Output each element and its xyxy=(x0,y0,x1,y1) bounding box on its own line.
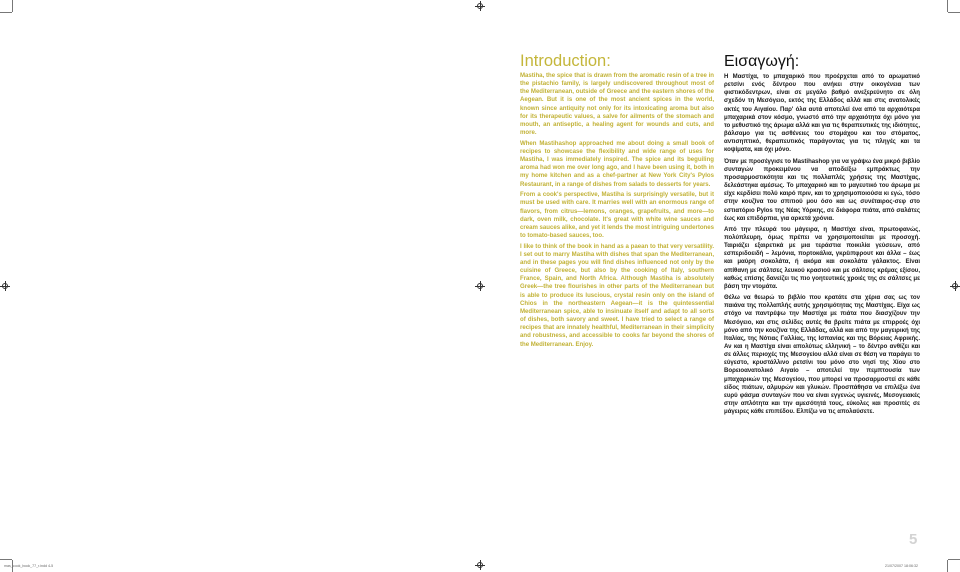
english-paragraph: Mastiha, the spice that is drawn from the aromatic resin of a tree in the pistachio family, is largely undiscovered throughout most of the Mediterranean, outside of Greece and the eastern shores of the Aegean. But it is one of the most ancient spices in the world, known since antiquity not only for its intoxicating aroma but also for its therapeutic values, a salve for ailments of the stomach and mouth, an antiseptic, a healing agent for wounds and cuts, and more. xyxy=(520,72,714,137)
registration-mark-bottom xyxy=(475,560,485,570)
greek-paragraph: Από την πλευρά του μάγειρα, η Μαστίχα είναι, πρωτοφανώς, πολύπλευρη, όμως πρέπει να χρησιμοποιείται με προσοχή. Ταιριάζει εξαιρετικά με μια τεράστια ποικιλία γεύσεων, από εσπεριδοειδή – λεμόνια, πορτοκάλια, γκρέιπφρουτ και άλλα – έως και μαύρη σοκολάτα, ή ακόμα και σοκολάτα γάλακτος. Είναι απίθανη με σάλτσες λευκού κρασιού και με σάλτσες κρέμας εξίσου, καθώς επίσης δανείζει τις πιο γοητευτικές χροιές της σε σάλτσες με βάση την ντομάτα. xyxy=(724,225,920,290)
registration-mark-top xyxy=(475,1,485,11)
greek-paragraph: Όταν με προσέγγισε το Mastihashop για να γράψω ένα μικρό βιβλίο συνταγών προκειμένου να αποδείξω εμπράκτως την προσαρμοστικότητα και τις πολλαπλές χρήσεις της Μαστίχας, δελεάστηκα αμέσως. Το μπαχαρικό και το μαγευτικό του άρωμα με είχε κερδίσει πολύ καιρό πριν, και το χρησιμοποιούσα κι εγώ, τόσο στην κουζίνα του σπιτιού μου όσο και ως συνέταιρος-σεφ στο εστιατόριο Pylos της Νέας Υόρκης, σε διάφορα πιάτα, από σαλάτες έως και επιδόρπια, για αρκετά χρόνια. xyxy=(724,157,920,222)
registration-mark-left xyxy=(0,281,10,291)
footer-file-slug: mas_cook_book_77_r.indd 4-5 xyxy=(4,564,54,568)
greek-introduction-column xyxy=(724,52,920,419)
english-paragraph: I like to think of the book in hand as a paean to that very versatility. I set out to marry Mastiha with dishes that span the Mediterranean, and in these pages you will find dishes influenced not only by the cuisine of Greece, but also by the cooking of Italy, southern France, Spain, and North Africa. Although Mastiha is absolutely Greek—the tree flourishes in other parts of the Mediterranean but is able to produce its luscious, crystal resin only on the island of Chios in the northeastern Aegean—it is the quintessential Mediterranean spice, able to insinuate itself and adapt to all sorts of dishes, both savory and sweet. I have tried to select a range of recipes that are innately healthful, Mediterranean in their simplicity and robustness, and accessible to cooks far beyond the shores of the Mediterranean. Enjoy. xyxy=(520,242,714,348)
crop-mark xyxy=(948,559,960,560)
crop-mark xyxy=(0,559,12,560)
page-number: 5 xyxy=(909,531,918,548)
greek-title: Εισαγωγή: xyxy=(724,53,800,70)
english-title: Introduction: xyxy=(520,52,611,70)
crop-mark xyxy=(12,0,13,12)
registration-mark-right xyxy=(950,281,960,291)
greek-paragraph: Θέλω να θεωρώ το βιβλίο που κρατάτε στα χέρια σας ως τον παιάνα της πολλαπλής αυτής χρησιμότητας της Μαστίχας. Είχα ως στόχο να παντρέψω την Μαστίχα με πιάτα που διασχίζουν την Μεσόγειο, και στις σελίδες αυτές θα βρείτε πιάτα με επιρροές όχι μόνο από την κουζίνα της Ελλάδας, αλλά και από την μαγειρική της Ιταλίας, της Νότιας Γαλλίας, της Ισπανίας και της Βόρειας Αφρικής. Αν και η Μαστίχα είναι απολύτως ελληνική – το δέντρο ανθίζει και σε άλλες περιοχές της Μεσογείου αλλά είναι σε θέση να παράγει το εύγεστο, κρυστάλλινο ρετσίνι του μόνο στο νησί της Χίου στο Βορειοανατολικό Αιγαίο – αποτελεί την πεμπτουσία των μπαχαρικών της Μεσογείου, που μπορεί να προσαρμοστεί σε κάθε είδος πιάτων, αλμυρών και γλυκών. Προσπάθησα να επιλέξω ένα ευρύ φάσμα συνταγών που να είναι εγγενώς υγιεινές, Μεσογειακές στην απλότητα και την αμεσότητά τους, εύκολες και προσιτές σε μάγειρες κάθε επιπέδου. Ελπίζω να τις απολαύσετε. xyxy=(724,294,920,416)
crop-mark xyxy=(947,0,948,12)
registration-mark-center xyxy=(475,281,485,291)
footer-timestamp: 21/07/2007 18:06:32 xyxy=(885,564,918,568)
english-introduction-column xyxy=(520,52,714,351)
english-paragraph: When Mastihashop approached me about doing a small book of recipes to showcase the flexibility and wide range of uses for Mastiha, I was immediately inspired. The spice and its beguiling aroma had won me over long ago, and I have been using it, both in my home kitchen and as a chef-partner at New York City's Pylos Restaurant, in a range of dishes from salads to desserts for years. xyxy=(520,139,714,188)
crop-mark xyxy=(947,560,948,572)
crop-mark xyxy=(0,12,12,13)
english-paragraph: From a cook's perspective, Mastiha is surprisingly versatile, but it must be used with care. It marries well with an enormous range of flavors, from citrus—lemons, oranges, grapefruits, and more—to dark, oven milk, chocolate. It's great with white wine sauces and cream sauces alike, and yet it lends the most intriguing undertones to tomato-based sauces, too. xyxy=(520,191,714,239)
greek-paragraph: Η Μαστίχα, το μπαχαρικό που προέρχεται από το αρωματικό ρετσίνι ενός δέντρου που ανήκει στην οικογένεια των φιστικόδεντρων, είναι σε μεγάλο βαθμό ανεξερεύνητο σε όλη σχεδόν τη Μεσόγειο, εκτός της Ελλάδος αλλά και στις ανατολικές ακτές του Αιγαίου. Παρ' όλα αυτά αποτελεί ένα από τα αρχαιότερα μπαχαρικά στον κόσμο, γνωστό από την αρχαιότητα όχι μόνο για το μεθυστικό της άρωμα αλλά και για τις θεραπευτικές της ιδιότητες, βάλσαμο για τις ασθένειες του στομάχου και του στόματος, αντισηπτικό, θεραπευτικός παράγοντας για τις πληγές και τα κοψίματα, και όχι μόνο. xyxy=(724,73,920,154)
crop-mark xyxy=(948,12,960,13)
